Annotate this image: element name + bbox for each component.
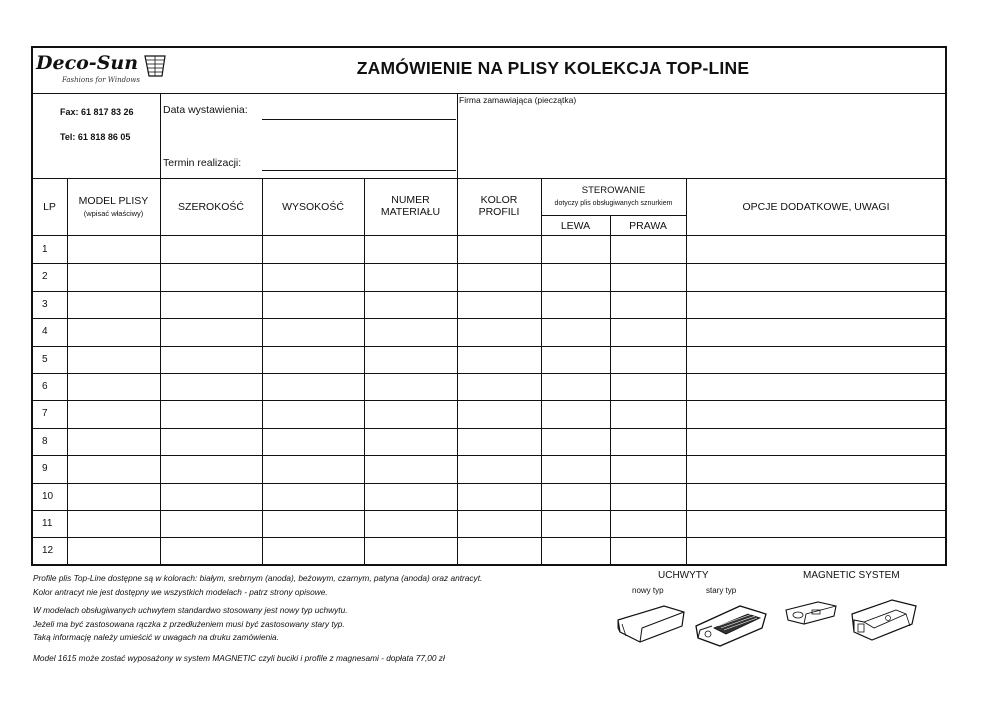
col-left-header: LEWA <box>560 220 591 232</box>
row-number: 9 <box>42 463 48 475</box>
col-options-header: OPCJE DODATKOWE, UWAGI <box>742 201 890 213</box>
phone-number: Tel: 61 818 86 05 <box>60 132 131 142</box>
row-number: 8 <box>42 435 48 447</box>
col-control-subheader: dotyczy plis obsługiwanych sznurkiem <box>554 200 673 207</box>
row-number: 10 <box>42 490 54 502</box>
col-height-header: WYSOKOŚĆ <box>282 201 344 213</box>
row-number: 4 <box>42 326 48 338</box>
old-handle-icon <box>690 600 772 650</box>
table-row[interactable] <box>32 400 946 427</box>
due-date-label: Termin realizacji: <box>163 157 242 169</box>
row-number: 5 <box>42 353 48 365</box>
col-model-subheader: (wpisać właściwy) <box>83 209 144 218</box>
col-material-header-2: MATERIAŁU <box>380 206 441 218</box>
col-color-header-1: KOLOR <box>480 194 518 206</box>
page-title: ZAMÓWIENIE NA PLISY KOLEKCJA TOP-LINE <box>356 58 750 78</box>
table-row[interactable] <box>32 483 946 510</box>
col-width-header: SZEROKOŚĆ <box>178 201 244 213</box>
issue-date-field[interactable] <box>262 119 456 120</box>
due-date-field[interactable] <box>262 170 456 171</box>
handle-new-label: nowy typ <box>632 586 664 595</box>
row-number: 1 <box>42 244 48 255</box>
row-number: 7 <box>42 408 48 420</box>
col-material-header-1: NUMER <box>391 194 430 206</box>
row-number: 2 <box>42 271 48 283</box>
handle-old-label: stary typ <box>706 586 737 595</box>
table-row[interactable] <box>32 236 946 263</box>
note-line: Model 1615 może zostać wyposażony w system MAGNETIC czyli buciki i profile z magnesami - dopłata 77,00 zł <box>33 653 445 663</box>
handles-title: UCHWYTY <box>658 570 709 581</box>
table-row[interactable] <box>32 428 946 455</box>
col-right-header: PRAWA <box>629 220 667 232</box>
magnetic-profile-icon <box>846 596 922 644</box>
row-number: 3 <box>42 298 48 310</box>
table-row[interactable] <box>32 510 946 537</box>
table-top-line <box>32 178 946 179</box>
logo-tagline: Fashions for Windows <box>62 76 140 84</box>
note-line: Profile plis Top-Line dostępne są w kolorach: białym, srebrnym (anoda), beżowym, czarnym, patyna (anoda) oraz antracyt. <box>33 573 483 583</box>
table-row[interactable] <box>32 537 946 564</box>
row-number: 6 <box>42 381 48 392</box>
table-row[interactable] <box>32 291 946 318</box>
magnetic-title: MAGNETIC SYSTEM <box>803 570 900 581</box>
table-row[interactable] <box>32 373 946 400</box>
col-color-header-2: PROFILI <box>478 206 520 218</box>
row-number: 11 <box>42 518 53 529</box>
fax-number: Fax: 61 817 83 26 <box>60 107 134 117</box>
col-lp-header: LP <box>43 201 56 213</box>
row-number: 12 <box>42 545 54 557</box>
note-line: Taką informację należy umieścić w uwagach na druku zamówienia. <box>33 632 279 642</box>
note-line: Kolor antracyt nie jest dostępny we wszystkich modelach - patrz strony opisowe. <box>33 587 328 597</box>
magnetic-shoe-icon <box>782 598 840 628</box>
control-sub-line <box>541 215 686 216</box>
logo-brand: Deco-Sun <box>36 52 139 74</box>
issue-date-label: Data wystawienia: <box>163 104 248 116</box>
table-row[interactable] <box>32 346 946 373</box>
table-row[interactable] <box>32 455 946 482</box>
table-row[interactable] <box>32 318 946 345</box>
note-line: W modelach obsługiwanych uchwytem standardwo stosowany jest nowy typ uchwytu. <box>33 605 348 615</box>
new-handle-icon <box>612 598 690 646</box>
header-divider <box>32 93 946 94</box>
col-model-header: MODEL PLISY <box>78 195 149 207</box>
company-stamp-label: Firma zamawiająca (pieczątka) <box>459 95 577 105</box>
note-line: Jeżeli ma być zastosowana rączka z przedłużeniem musi być zastosowany stary typ. <box>33 619 345 629</box>
table-row[interactable] <box>32 263 946 290</box>
col-control-header: STEROWANIE <box>581 185 646 196</box>
